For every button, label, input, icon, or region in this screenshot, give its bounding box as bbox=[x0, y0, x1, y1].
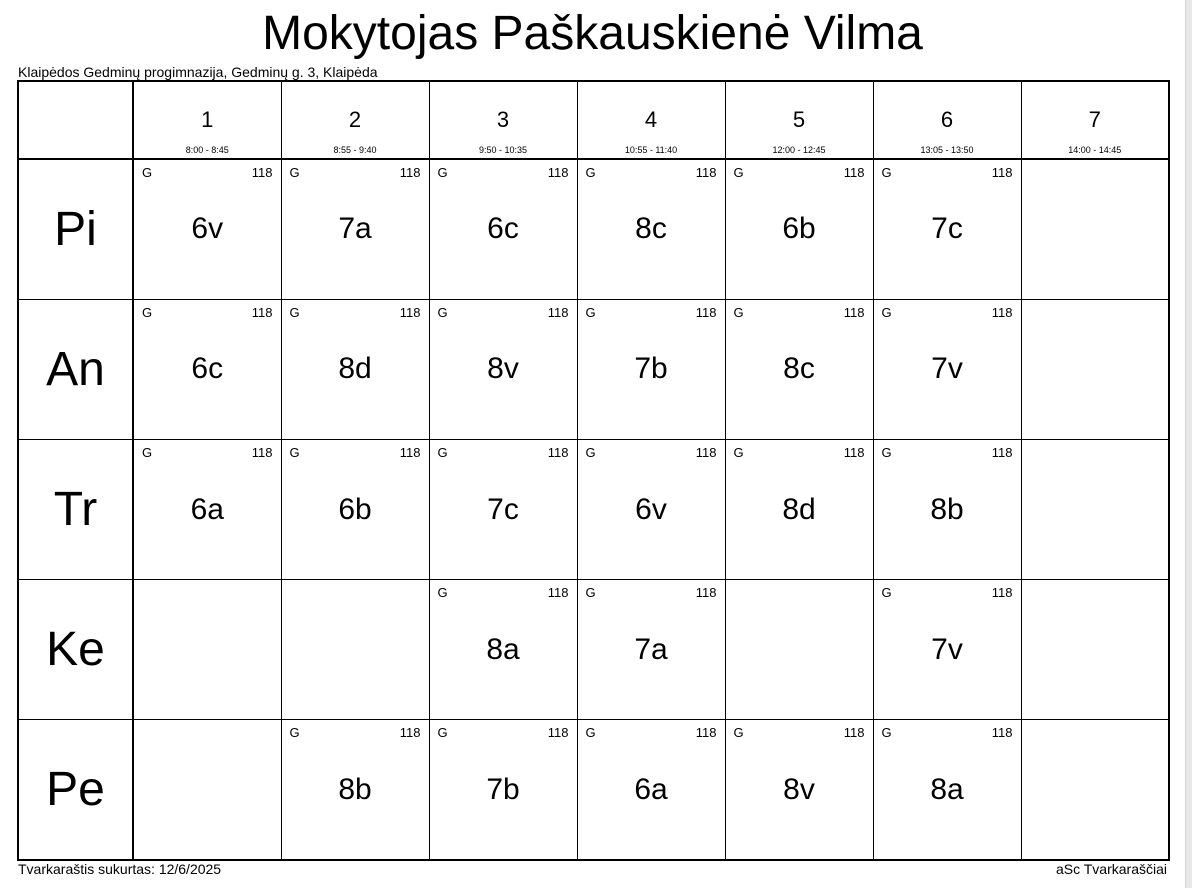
empty-cell bbox=[1021, 439, 1169, 579]
period-header-3 bbox=[429, 81, 577, 159]
lesson-room: 118 bbox=[991, 585, 1013, 601]
lesson-room: 118 bbox=[843, 444, 865, 460]
lesson-cell bbox=[429, 439, 577, 579]
lesson-class: 6v bbox=[191, 212, 224, 246]
lesson-cell bbox=[281, 720, 429, 860]
lesson-group: G bbox=[733, 304, 744, 320]
empty-cell bbox=[1021, 580, 1169, 720]
lesson-cell bbox=[577, 439, 725, 579]
empty-cell bbox=[725, 580, 873, 720]
lesson-group: G bbox=[585, 165, 596, 181]
lesson-group: G bbox=[585, 725, 596, 741]
lesson-class: 8c bbox=[635, 212, 667, 246]
lesson-class: 8a bbox=[930, 772, 964, 806]
lesson-class: 6b bbox=[338, 492, 372, 526]
lesson-group: G bbox=[881, 165, 892, 181]
corner-cell bbox=[18, 81, 133, 159]
lesson-class: 6a bbox=[634, 772, 668, 806]
created-date: Tvarkaraštis sukurtas: 12/6/2025 bbox=[18, 861, 222, 877]
lesson-room: 118 bbox=[991, 444, 1013, 460]
lesson-cell bbox=[725, 159, 873, 299]
lesson-cell bbox=[281, 439, 429, 579]
lesson-group: G bbox=[585, 585, 596, 601]
lesson-cell bbox=[429, 720, 577, 860]
day-label: An bbox=[18, 299, 133, 439]
empty-cell bbox=[1021, 720, 1169, 860]
lesson-room: 118 bbox=[399, 165, 421, 181]
lesson-class: 7a bbox=[634, 632, 668, 666]
lesson-room: 118 bbox=[991, 165, 1013, 181]
lesson-class: 6b bbox=[782, 212, 816, 246]
lesson-group: G bbox=[437, 444, 448, 460]
software-credit: aSc Tvarkaraščiai bbox=[1055, 861, 1167, 877]
lesson-cell bbox=[873, 580, 1021, 720]
lesson-group: G bbox=[733, 725, 744, 741]
lesson-cell bbox=[429, 299, 577, 439]
lesson-group: G bbox=[881, 304, 892, 320]
lesson-room: 118 bbox=[547, 165, 569, 181]
empty-cell bbox=[281, 580, 429, 720]
lesson-class: 8d bbox=[338, 352, 372, 386]
lesson-class: 6v bbox=[635, 492, 667, 526]
day-row bbox=[18, 299, 1169, 439]
lesson-group: G bbox=[289, 165, 300, 181]
lesson-cell bbox=[577, 159, 725, 299]
lesson-class: 8v bbox=[783, 772, 815, 806]
lesson-room: 118 bbox=[991, 725, 1013, 741]
lesson-group: G bbox=[585, 304, 596, 320]
lesson-cell bbox=[873, 299, 1021, 439]
lesson-group: G bbox=[437, 725, 448, 741]
period-number: 2 bbox=[348, 107, 362, 132]
period-time: 13:05 - 13:50 bbox=[920, 145, 974, 155]
period-number: 1 bbox=[201, 107, 214, 132]
lesson-cell bbox=[577, 720, 725, 860]
period-header-7 bbox=[1021, 81, 1169, 159]
lesson-room: 118 bbox=[399, 444, 421, 460]
lesson-cell bbox=[133, 439, 281, 579]
lesson-room: 118 bbox=[695, 165, 717, 181]
lesson-room: 118 bbox=[547, 444, 569, 460]
day-row bbox=[18, 720, 1169, 860]
period-header-row bbox=[18, 81, 1169, 159]
lesson-group: G bbox=[289, 444, 300, 460]
lesson-room: 118 bbox=[695, 725, 717, 741]
lesson-group: G bbox=[881, 585, 892, 601]
lesson-group: G bbox=[437, 585, 448, 601]
lesson-room: 118 bbox=[547, 304, 569, 320]
lesson-class: 8b bbox=[338, 772, 372, 806]
period-number: 5 bbox=[792, 107, 806, 132]
lesson-class: 8a bbox=[486, 632, 520, 666]
vertical-scrollbar[interactable] bbox=[1185, 0, 1192, 888]
lesson-cell bbox=[429, 580, 577, 720]
lesson-class: 7v bbox=[931, 632, 963, 666]
lesson-cell bbox=[873, 439, 1021, 579]
lesson-class: 7c bbox=[931, 212, 963, 246]
lesson-class: 8b bbox=[930, 492, 964, 526]
lesson-room: 118 bbox=[399, 725, 421, 741]
lesson-class: 6c bbox=[191, 352, 224, 386]
period-time: 10:55 - 11:40 bbox=[624, 145, 678, 155]
school-address: Klaipėdos Gedminų progimnazija, Gedminų g. 3, Klaipėda bbox=[18, 64, 378, 80]
lesson-room: 118 bbox=[251, 304, 273, 320]
lesson-cell bbox=[725, 299, 873, 439]
lesson-room: 118 bbox=[251, 165, 273, 181]
lesson-group: G bbox=[289, 725, 300, 741]
lesson-room: 118 bbox=[695, 304, 717, 320]
lesson-cell bbox=[281, 299, 429, 439]
lesson-class: 8c bbox=[783, 352, 815, 386]
lesson-cell bbox=[133, 299, 281, 439]
period-time: 9:50 - 10:35 bbox=[478, 145, 528, 155]
period-number: 6 bbox=[940, 107, 954, 132]
lesson-class: 7c bbox=[487, 492, 519, 526]
lesson-group: G bbox=[437, 304, 448, 320]
day-label: Pi bbox=[18, 159, 133, 299]
lesson-group: G bbox=[733, 165, 744, 181]
lesson-class: 8d bbox=[782, 492, 816, 526]
day-row bbox=[18, 439, 1169, 579]
lesson-room: 118 bbox=[547, 585, 569, 601]
day-label: Ke bbox=[18, 580, 133, 720]
timetable bbox=[17, 80, 1170, 861]
lesson-group: G bbox=[881, 725, 892, 741]
lesson-cell bbox=[873, 159, 1021, 299]
lesson-class: 7v bbox=[931, 352, 963, 386]
lesson-group: G bbox=[289, 304, 300, 320]
period-number: 4 bbox=[644, 107, 658, 132]
lesson-class: 8v bbox=[487, 352, 519, 386]
lesson-class: 7b bbox=[634, 352, 668, 386]
period-time: 8:55 - 9:40 bbox=[333, 145, 377, 155]
lesson-class: 7a bbox=[338, 212, 372, 246]
lesson-group: G bbox=[437, 165, 448, 181]
lesson-room: 118 bbox=[251, 444, 273, 460]
day-row bbox=[18, 580, 1169, 720]
empty-cell bbox=[1021, 299, 1169, 439]
period-time: 12:00 - 12:45 bbox=[772, 145, 826, 155]
lesson-class: 6c bbox=[487, 212, 519, 246]
lesson-group: G bbox=[881, 444, 892, 460]
lesson-cell bbox=[577, 299, 725, 439]
lesson-room: 118 bbox=[399, 304, 421, 320]
period-time: 8:00 - 8:45 bbox=[185, 145, 229, 155]
lesson-class: 6a bbox=[190, 492, 224, 526]
period-header-5 bbox=[725, 81, 873, 159]
lesson-cell bbox=[429, 159, 577, 299]
lesson-room: 118 bbox=[695, 444, 717, 460]
period-number: 7 bbox=[1088, 107, 1101, 132]
period-header-2 bbox=[281, 81, 429, 159]
lesson-group: G bbox=[142, 444, 153, 460]
day-label: Tr bbox=[18, 439, 133, 579]
lesson-cell bbox=[725, 439, 873, 579]
lesson-class: 7b bbox=[486, 772, 520, 806]
empty-cell bbox=[133, 580, 281, 720]
lesson-group: G bbox=[733, 444, 744, 460]
lesson-cell bbox=[281, 159, 429, 299]
day-label: Pe bbox=[18, 720, 133, 860]
period-header-6 bbox=[873, 81, 1021, 159]
page-title: Mokytojas Paškauskienė Vilma bbox=[262, 7, 923, 60]
lesson-room: 118 bbox=[695, 585, 717, 601]
lesson-cell bbox=[873, 720, 1021, 860]
day-row bbox=[18, 159, 1169, 299]
lesson-cell bbox=[725, 720, 873, 860]
lesson-room: 118 bbox=[991, 304, 1013, 320]
empty-cell bbox=[1021, 159, 1169, 299]
lesson-cell bbox=[133, 159, 281, 299]
lesson-group: G bbox=[585, 444, 596, 460]
lesson-cell bbox=[577, 580, 725, 720]
period-header-1 bbox=[133, 81, 281, 159]
lesson-room: 118 bbox=[547, 725, 569, 741]
period-number: 3 bbox=[496, 107, 510, 132]
lesson-room: 118 bbox=[843, 165, 865, 181]
period-time: 14:00 - 14:45 bbox=[1068, 145, 1122, 155]
empty-cell bbox=[133, 720, 281, 860]
lesson-room: 118 bbox=[843, 304, 865, 320]
period-header-4 bbox=[577, 81, 725, 159]
lesson-group: G bbox=[142, 304, 153, 320]
lesson-group: G bbox=[142, 165, 153, 181]
lesson-room: 118 bbox=[843, 725, 865, 741]
